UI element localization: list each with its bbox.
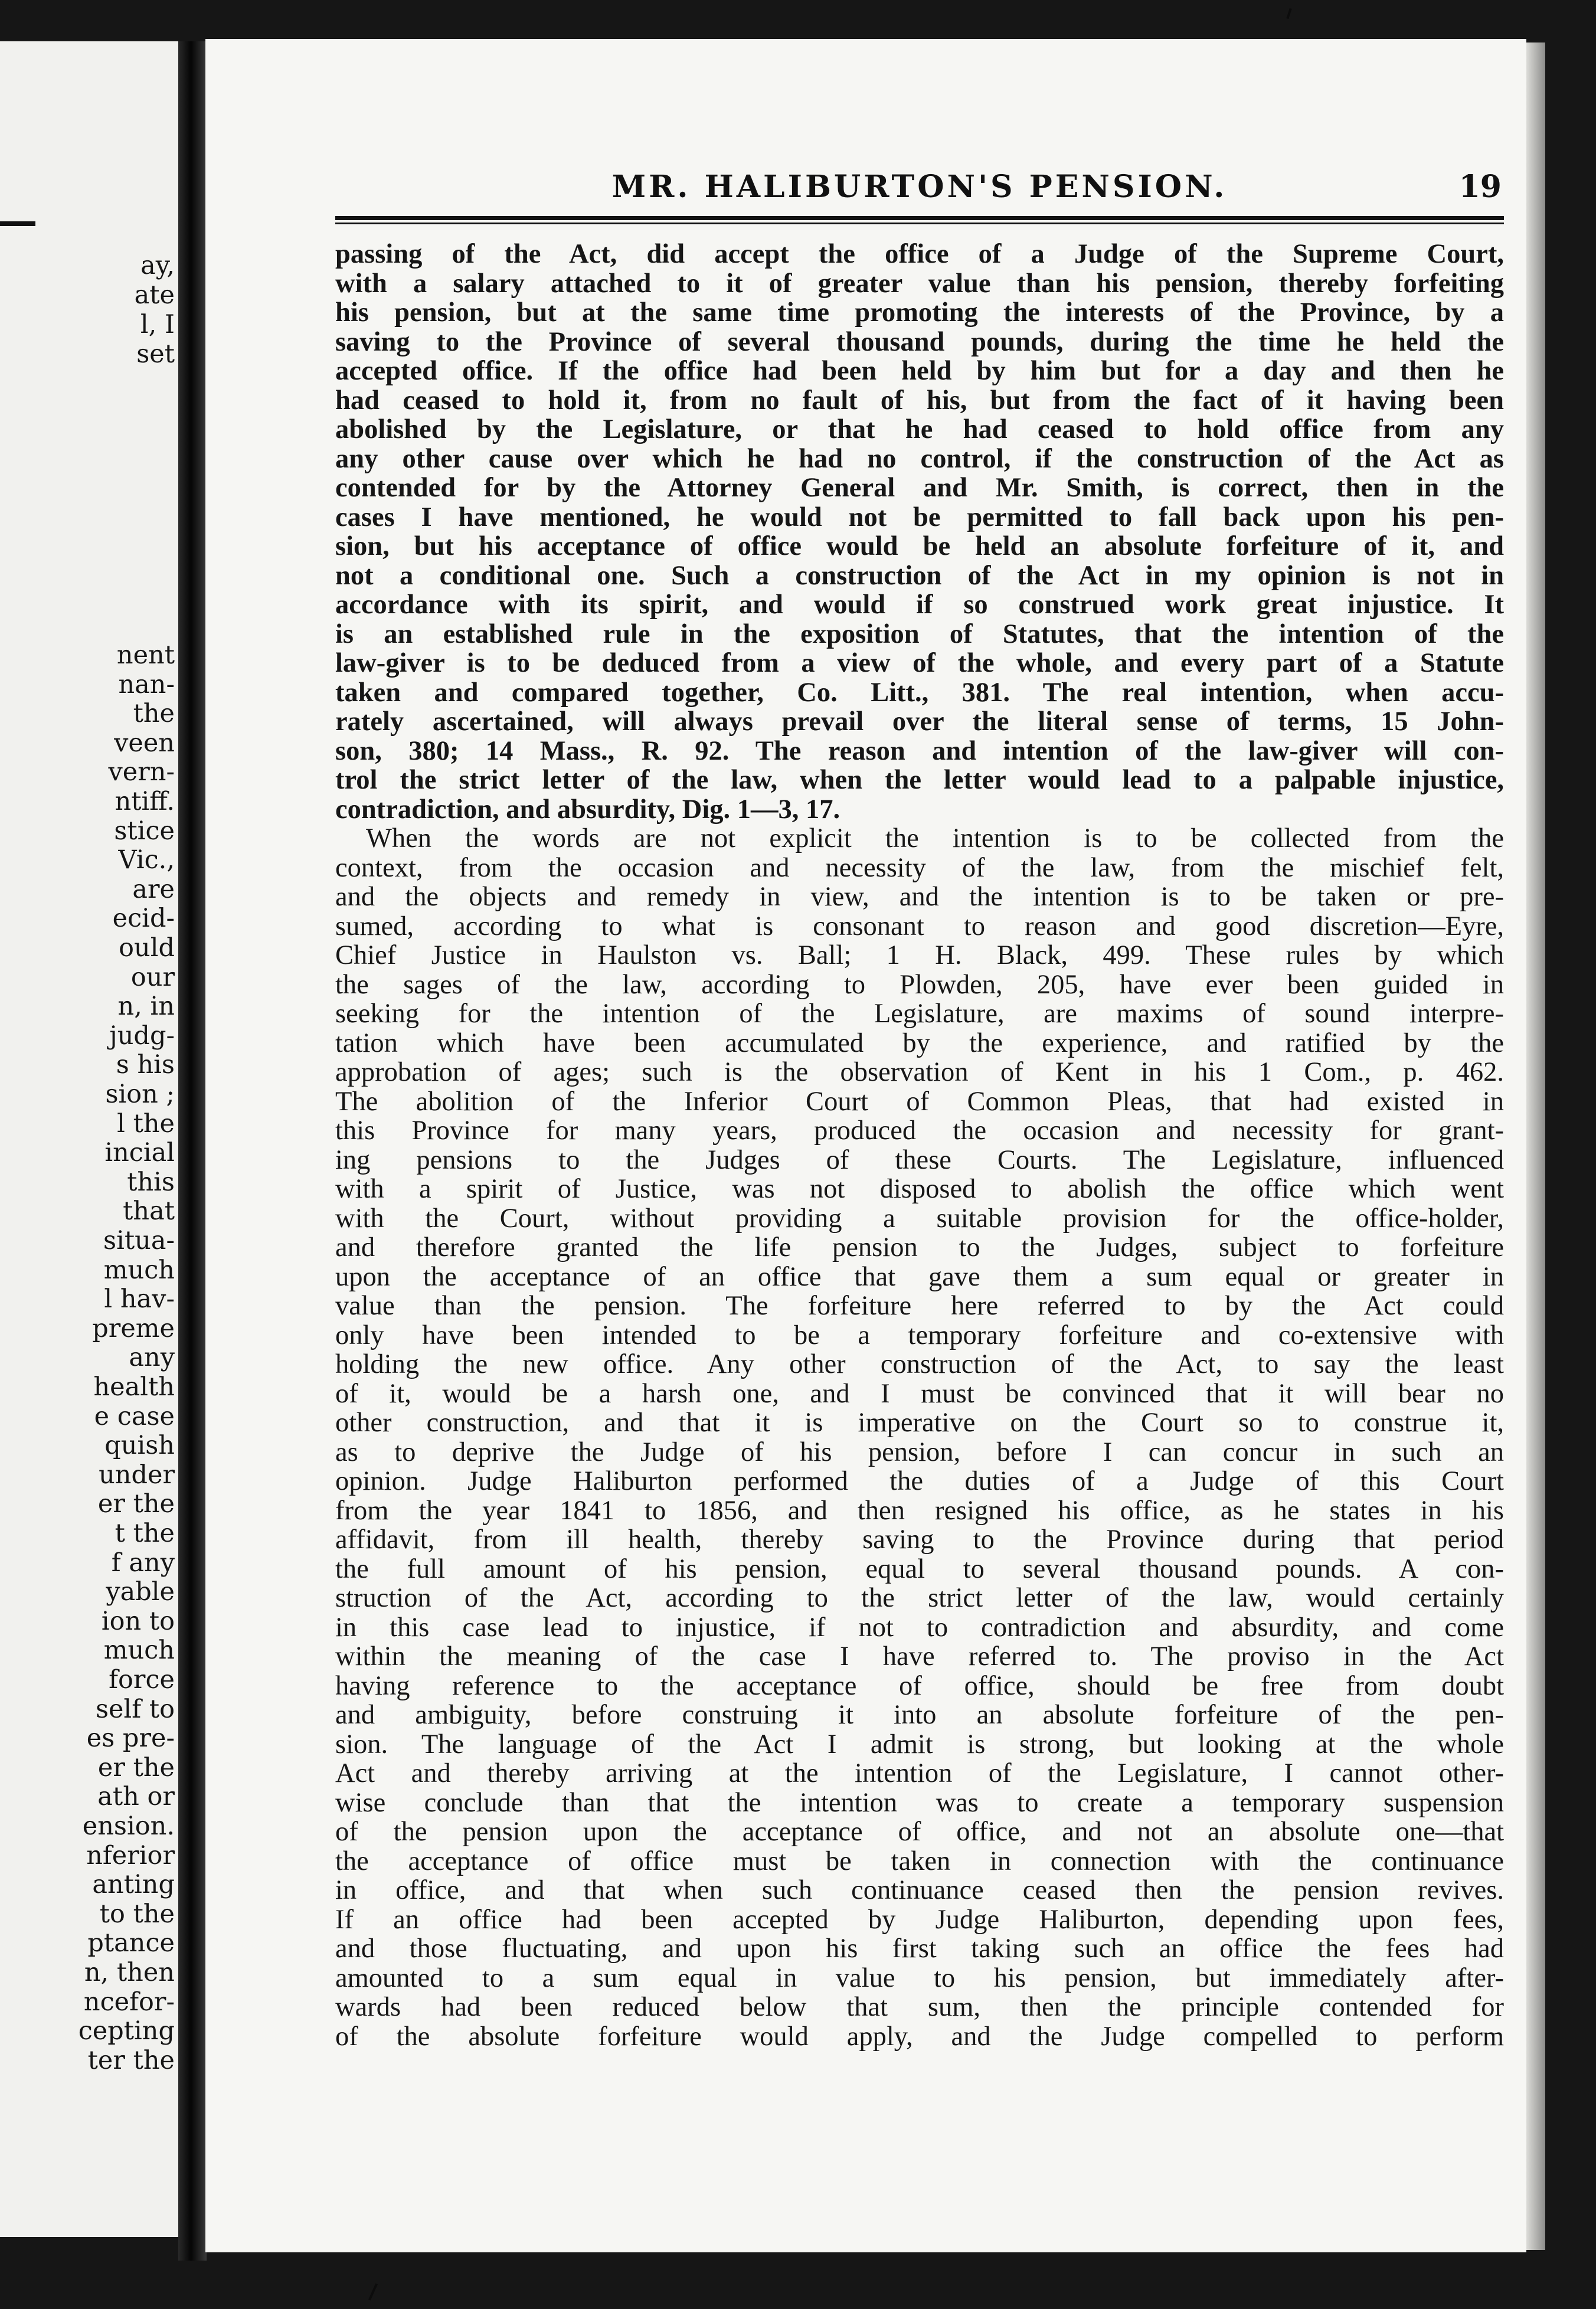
facing-page-fragment-line: yable [106,1577,175,1607]
header-rule-thick [335,216,1504,220]
text-line: tation which have been accumulated by the experience, and ratified by the [335,1028,1504,1058]
facing-page-fragment-line: ath or [97,1782,175,1812]
text-line: not a conditional one. Such a construction of the Act in my opinion is not in [335,560,1504,591]
facing-page-fragment-line: any [129,1343,175,1373]
text-line: as to deprive the Judge of his pension, before I can concur in such an [335,1437,1504,1467]
text-line: accordance with its spirit, and would if so construed work great injustice. It [335,590,1504,620]
facing-page-fragment-line: nent [116,640,175,670]
text-line: his pension, but at the same time promoting the interests of the Province, by a [335,297,1504,328]
text-line: of the absolute forfeiture would apply, and the Judge compelled to perform [335,2021,1504,2052]
facing-page-fragment-line: stice [114,816,175,846]
facing-page-fragment-line: set [136,339,175,369]
text-line: accepted office. If the office had been held by him but for a day and then he [335,356,1504,386]
running-head [335,169,1504,216]
facing-page-fragment-line: s his [116,1050,175,1080]
facing-page-fragment-line: veen [114,728,175,758]
facing-page-fragment-line: ay, [140,251,175,280]
paragraph-2 [335,824,1504,2051]
facing-page-fragment-line: ecid- [112,904,175,934]
text-line: Act and thereby arriving at the intention of the Legislature, I cannot other- [335,1758,1504,1788]
text-line: opinion. Judge Haliburton performed the duties of a Judge of this Court [335,1466,1504,1496]
text-line: approbation of ages; such is the observation of Kent in his 1 Com., p. 462. [335,1057,1504,1087]
text-line: had ceased to hold it, from no fault of his, but from the fact of it having been [335,385,1504,416]
text-line: is an established rule in the exposition of Statutes, that the intention of the [335,619,1504,649]
text-line: amounted to a sum equal in value to his pension, but immediately after- [335,1963,1504,1993]
scan-artifact-mark [1286,8,1291,19]
facing-page-fragment-line: e case [94,1401,175,1431]
text-line: contradiction, and absurdity, Dig. 1—3, 17. [335,794,840,825]
text-line: son, 380; 14 Mass., R. 92. The reason and intention of the law-giver will con- [335,735,1504,766]
facing-page-fragment-line: l, I [140,310,175,339]
text-line: with the Court, without providing a suitable provision for the office-holder, [335,1203,1504,1234]
facing-page-fragment-line: the [133,699,175,729]
facing-page-fragment-line: ter the [87,2045,175,2075]
facing-page-fragment-line: er the [97,1489,175,1519]
facing-page-fragment-line: our [130,962,175,992]
text-line: rately ascertained, will always prevail over the literal sense of terms, 15 John- [335,707,1504,737]
text-line: abolished by the Legislature, or that he had ceased to hold office from any [335,414,1504,444]
running-title: MR. HALIBURTON'S PENSION. [611,169,1228,205]
text-line: saving to the Province of several thousand pounds, during the time he held the [335,326,1504,357]
facing-page-fragment-line: preme [92,1313,175,1343]
facing-page-fragment-line: are [132,874,175,904]
facing-page-fragment-line: situa- [103,1226,175,1255]
facing-page-fragment-line: nan- [118,669,175,699]
text-line: and the objects and remedy in view, and the intention is to be taken or pre- [335,882,1504,912]
text-line: upon the acceptance of an office that gave them a sum equal or greater in [335,1261,1504,1292]
text-line: the sages of the law, according to Plowden, 205, have ever been guided in [335,969,1504,1000]
text-line: within the meaning of the case I have referred to. The proviso in the Act [335,1641,1504,1672]
text-line: from the year 1841 to 1856, and then resigned his office, as he states in his [335,1495,1504,1526]
page-number: 19 [1458,169,1502,205]
text-line: this Province for many years, produced the occasion and necessity for grant- [335,1116,1504,1146]
text-line: The abolition of the Inferior Court of Common Pleas, that had existed in [335,1086,1504,1117]
text-line: cases I have mentioned, he would not be permitted to fall back upon his pen- [335,502,1504,532]
text-line: context, from the occasion and necessity of the law, from the mischief felt, [335,852,1504,883]
facing-page-fragment-line: nferior [86,1840,175,1870]
text-line: sion. The language of the Act I admit is strong, but looking at the whole [335,1729,1504,1759]
page-19 [205,39,1526,2252]
facing-page-fragment-line: es pre- [86,1723,175,1754]
header-double-rule [335,216,1504,225]
text-line: contended for by the Attorney General and Mr. Smith, is correct, then in the [335,473,1504,503]
facing-page-fragment-line: ncefor- [83,1987,175,2017]
text-line: the acceptance of office must be taken in connection with the continuance [335,1846,1504,1876]
text-line: law-giver is to be deduced from a view of the whole, and every part of a Statute [335,648,1504,678]
facing-page-fragment-line: that [123,1196,175,1227]
text-line: of it, would be a harsh one, and I must be convinced that it will bear no [335,1378,1504,1409]
facing-page-rule [0,221,35,226]
facing-page-fragment-line: force [109,1665,175,1695]
facing-page-fragment-line: n, in [117,992,175,1022]
facing-page-fragment-line: t the [115,1519,175,1548]
facing-page-fragment-line: ptance [87,1928,175,1958]
facing-page-fragment-line: Vic., [118,845,175,875]
text-line: sumed, according to what is consonant to reason and good discretion—Eyre, [335,911,1504,941]
text-line: seeking for the intention of the Legislature, are maxims of sound interpre- [335,999,1504,1029]
facing-page-fragment-line: to the [99,1899,175,1929]
facing-page-fragment-line: ion to [101,1606,175,1636]
facing-page-fragment-line: l hav- [104,1284,175,1314]
facing-page-fragment-line: ntiff. [115,787,175,816]
facing-page-fragment-line: quish [104,1431,175,1461]
facing-page-fragment-line: n, then [84,1958,175,1987]
text-line: only have been intended to be a temporary forfeiture and co-extensive with [335,1320,1504,1350]
text-line: affidavit, from ill health, thereby saving to the Province during that period [335,1525,1504,1555]
facing-page-fragment-line: l the [117,1108,175,1139]
book-gutter [178,41,207,2261]
text-line: wise conclude than that the intention was to create a temporary suspension [335,1787,1504,1818]
page-edge-shadow [1526,42,1545,2250]
text-line: in office, and that when such continuance ceased then the pension revives. [335,1875,1504,1905]
text-line: with a spirit of Justice, was not disposed to abolish the office which went [335,1174,1504,1204]
header-rule-thin [335,223,1504,224]
text-line: trol the strict letter of the law, when the letter would lead to a palpable injustice, [335,765,1504,795]
facing-page-fragment-line: ension. [82,1811,175,1841]
facing-page-fragment-line: sion ; [105,1080,175,1109]
text-line: having reference to the acceptance of office, should be free from doubt [335,1670,1504,1701]
text-line: ing pensions to the Judges of these Courts. The Legislature, influenced [335,1144,1504,1175]
facing-page-fragment-line: ate [134,280,175,310]
text-line: and ambiguity, before construing it into an absolute forfeiture of the pen- [335,1700,1504,1730]
text-line: of the pension upon the acceptance of office, and not an absolute one—that [335,1817,1504,1847]
facing-page-fragment-line: ould [119,933,175,963]
text-line: When the words are not explicit the intention is to be collected from the [366,823,1504,853]
text-line: in this case lead to injustice, if not to contradiction and absurdity, and come [335,1612,1504,1643]
text-line: other construction, and that it is imperative on the Court so to construe it, [335,1408,1504,1438]
facing-page-fragment-line: cepting [78,2016,175,2046]
facing-page-fragment-line: incial [104,1138,175,1168]
text-line: If an office had been accepted by Judge Haliburton, depending upon fees, [335,1904,1504,1935]
scan-artifact-mark [368,2283,378,2300]
text-line: any other cause over which he had no control, if the construction of the Act as [335,443,1504,474]
facing-page-fragment-line: anting [92,1870,175,1900]
facing-page-fragment-line: much [103,1255,175,1285]
text-line: and therefore granted the life pension to the Judges, subject to forfeiture [335,1232,1504,1263]
facing-page-fragment-line: judg- [109,1021,175,1051]
text-line: wards had been reduced below that sum, then the principle contended for [335,1992,1504,2022]
facing-page-fragment-line: much [103,1636,175,1666]
text-line: struction of the Act, according to the strict letter of the law, would certainly [335,1583,1504,1613]
text-line: the full amount of his pension, equal to several thousand pounds. A con- [335,1553,1504,1584]
facing-page-fragment-line: this [127,1167,175,1197]
text-line: and those fluctuating, and upon his first taking such an office the fees had [335,1934,1504,1964]
text-line: passing of the Act, did accept the office of a Judge of the Supreme Court, [335,239,1504,269]
facing-page-fragment-line: er the [97,1752,175,1783]
body-text [335,240,1504,2051]
facing-page-fragment-line: f any [111,1548,175,1578]
text-line: holding the new office. Any other construction of the Act, to say the least [335,1349,1504,1379]
facing-page-fragment-line: self to [95,1694,175,1724]
facing-page-fragment-line: health [93,1372,175,1402]
facing-page-fragment [0,41,188,2237]
text-line: taken and compared together, Co. Litt., 381. The real intention, when accu- [335,677,1504,708]
text-line: with a salary attached to it of greater value than his pension, thereby forfeiting [335,268,1504,299]
text-line: sion, but his acceptance of office would be held an absolute forfeiture of it, and [335,531,1504,561]
facing-page-fragment-line: under [99,1460,175,1490]
text-line: Chief Justice in Haulston vs. Ball; 1 H. Black, 499. These rules by which [335,940,1504,970]
text-line: value than the pension. The forfeiture here referred to by the Act could [335,1291,1504,1321]
facing-page-fragment-line: vern- [108,757,175,787]
paragraph-1 [335,240,1504,824]
